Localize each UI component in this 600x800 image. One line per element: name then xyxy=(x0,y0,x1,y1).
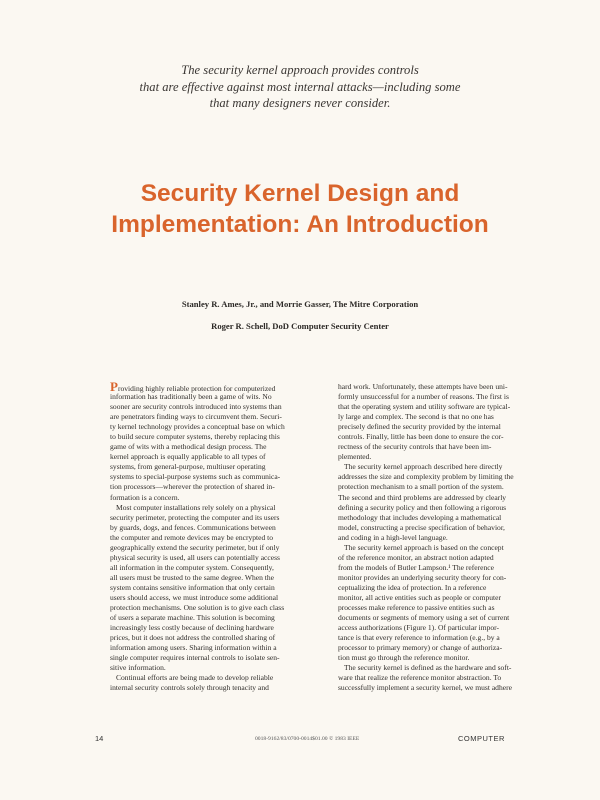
text-line: protection mechanism to a small portion of the system. xyxy=(338,482,504,492)
text-line: to build secure computer systems, thereby replacing this xyxy=(110,432,280,442)
text-line: hard work. Unfortunately, these attempts have been uni- xyxy=(338,382,508,391)
text-line: addresses the size and complexity problem by limiting the xyxy=(338,472,514,482)
text-line: documents or segments of memory using a set of current xyxy=(338,613,510,623)
text-line: the computer and remote devices may be encrypted to xyxy=(110,532,274,542)
text-line: defining a security policy and then following a rigorous xyxy=(338,502,507,512)
text-line: physical security is used, all users can potentially access xyxy=(110,552,280,562)
text-line: information among users. Sharing information within a xyxy=(110,643,277,653)
text-line: precisely defined the security provided by the internal xyxy=(338,422,501,432)
left-column-lines xyxy=(110,392,325,693)
text-line: ware that realize the reference monitor abstraction. To xyxy=(338,673,502,683)
text-line: formation is a concern. xyxy=(110,492,180,502)
text-line: formly unsuccessful for a number of reasons. The first is xyxy=(338,392,509,402)
right-column-lines xyxy=(338,382,553,693)
text-line: tance is that every reference to information (e.g., by a xyxy=(338,633,500,643)
deck-line: The security kernel approach provides controls xyxy=(181,63,419,77)
text-line: system contains sensitive information that only certain xyxy=(110,582,275,592)
text-line: sooner are security controls introduced into systems than xyxy=(110,402,282,412)
text-line: internal security controls solely through tenacity and xyxy=(110,683,269,693)
text-line: sitive information. xyxy=(110,663,166,673)
text-line: kernel approach is equally applicable to all types of xyxy=(110,452,266,462)
text-line: increasingly less costly because of declining hardware xyxy=(110,623,274,633)
text-line: protection mechanisms. One solution is to give each class xyxy=(110,603,285,613)
text-line: and coding in a high-level language. xyxy=(338,532,448,542)
text-line: access authorizations (Figure 1). Of particular impor- xyxy=(338,623,500,633)
text-line: monitor provides an underlying security theory for con- xyxy=(338,572,507,582)
text-line: The security kernel is defined as the hardware and soft- xyxy=(344,663,512,673)
magazine-name: COMPUTER xyxy=(458,734,505,743)
left-column xyxy=(110,379,325,693)
text-line: The security kernel approach described here directly xyxy=(344,462,503,472)
text-line: information has traditionally been a game of wits. No xyxy=(110,392,272,402)
first-line-text: roviding highly reliable protection for computerized xyxy=(117,384,276,393)
text-line: rectness of the security controls that have been im- xyxy=(338,442,492,452)
text-line: single computer requires internal controls to isolate sen- xyxy=(110,653,280,663)
text-line: ty kernel technology provides a conceptual base on which xyxy=(110,422,285,432)
doc-id: 0018-9162/83/0700-0014$01.00 © 1983 IEEE xyxy=(255,736,360,742)
text-line: successfully implement a security kernel, we must adhere xyxy=(338,683,512,693)
text-line: geographically extend the security perimeter, but if only xyxy=(110,542,280,552)
text-line: users should access, we must introduce some additional xyxy=(110,592,279,602)
text-line: all information in the computer system. Consequently, xyxy=(110,562,274,572)
text-line: by guards, dogs, and fences. Communications between xyxy=(110,522,276,532)
title-line: Implementation: An Introduction xyxy=(111,211,489,238)
title-line: Security Kernel Design and xyxy=(140,180,460,207)
text-line: game of wits with a methodical design process. The xyxy=(110,442,267,452)
text-line: ly large and complex. The second is that no one has xyxy=(338,412,494,422)
text-line: prices, but it does not address the controlled sharing of xyxy=(110,633,276,643)
text-line: are penetrators finding ways to circumvent them. Securi- xyxy=(110,412,282,422)
text-line: of users a separate machine. This solution is becoming xyxy=(110,613,275,623)
text-line: monitor, all active entities such as people or computer xyxy=(338,592,501,602)
authors-line-2: Roger R. Schell, DoD Computer Security Center xyxy=(211,321,389,331)
text-line: Continual efforts are being made to develop reliable xyxy=(116,673,274,683)
text-line: controls. Finally, little has been done to ensure the cor- xyxy=(338,432,504,442)
text-line: all users must be trusted to the same degree. When the xyxy=(110,572,274,582)
text-line: systems, from general-purpose, multiuser operating xyxy=(110,462,266,472)
page-number: 14 xyxy=(95,734,104,743)
text-line: Most computer installations rely solely on a physical xyxy=(116,502,276,512)
text-line: ceptualizing the idea of protection. In a reference xyxy=(338,582,487,592)
text-line: model, constructing a precise specification of behavior, xyxy=(338,522,505,532)
text-line: systems to special-purpose systems such as communica- xyxy=(110,472,281,482)
authors-line-1: Stanley R. Ames, Jr., and Morrie Gasser, The Mitre Corporation xyxy=(181,299,419,309)
text-line: from the models of Butler Lampson.¹ The reference xyxy=(338,562,494,572)
text-line: tion must go through the reference monitor. xyxy=(338,653,470,663)
first-line xyxy=(110,379,325,394)
article-title xyxy=(40,178,560,240)
deck-line: that many designers never consider. xyxy=(209,96,391,110)
drop-cap: P xyxy=(110,379,118,394)
text-line: plemented. xyxy=(338,452,372,462)
text-line: The security kernel approach is based on the concept xyxy=(344,542,504,552)
article-deck xyxy=(80,62,520,112)
text-line: The second and third problems are addressed by clearly xyxy=(338,492,507,502)
text-line: processes make reference to passive entities such as xyxy=(338,603,495,613)
deck-line: that are effective against most internal attacks—including some xyxy=(139,79,461,94)
text-line: processor to primary memory) or change of authoriza- xyxy=(338,643,503,653)
text-line: methodology that includes developing a mathematical xyxy=(338,512,502,522)
text-line: tion processors—wherever the protection of shared in- xyxy=(110,482,275,492)
text-line: that the operating system and utility software are typical- xyxy=(338,402,511,412)
text-line: of the reference monitor, an abstract notion adapted xyxy=(338,552,494,562)
text-line: security perimeter, protecting the computer and its users xyxy=(110,512,280,522)
right-column xyxy=(338,382,553,693)
